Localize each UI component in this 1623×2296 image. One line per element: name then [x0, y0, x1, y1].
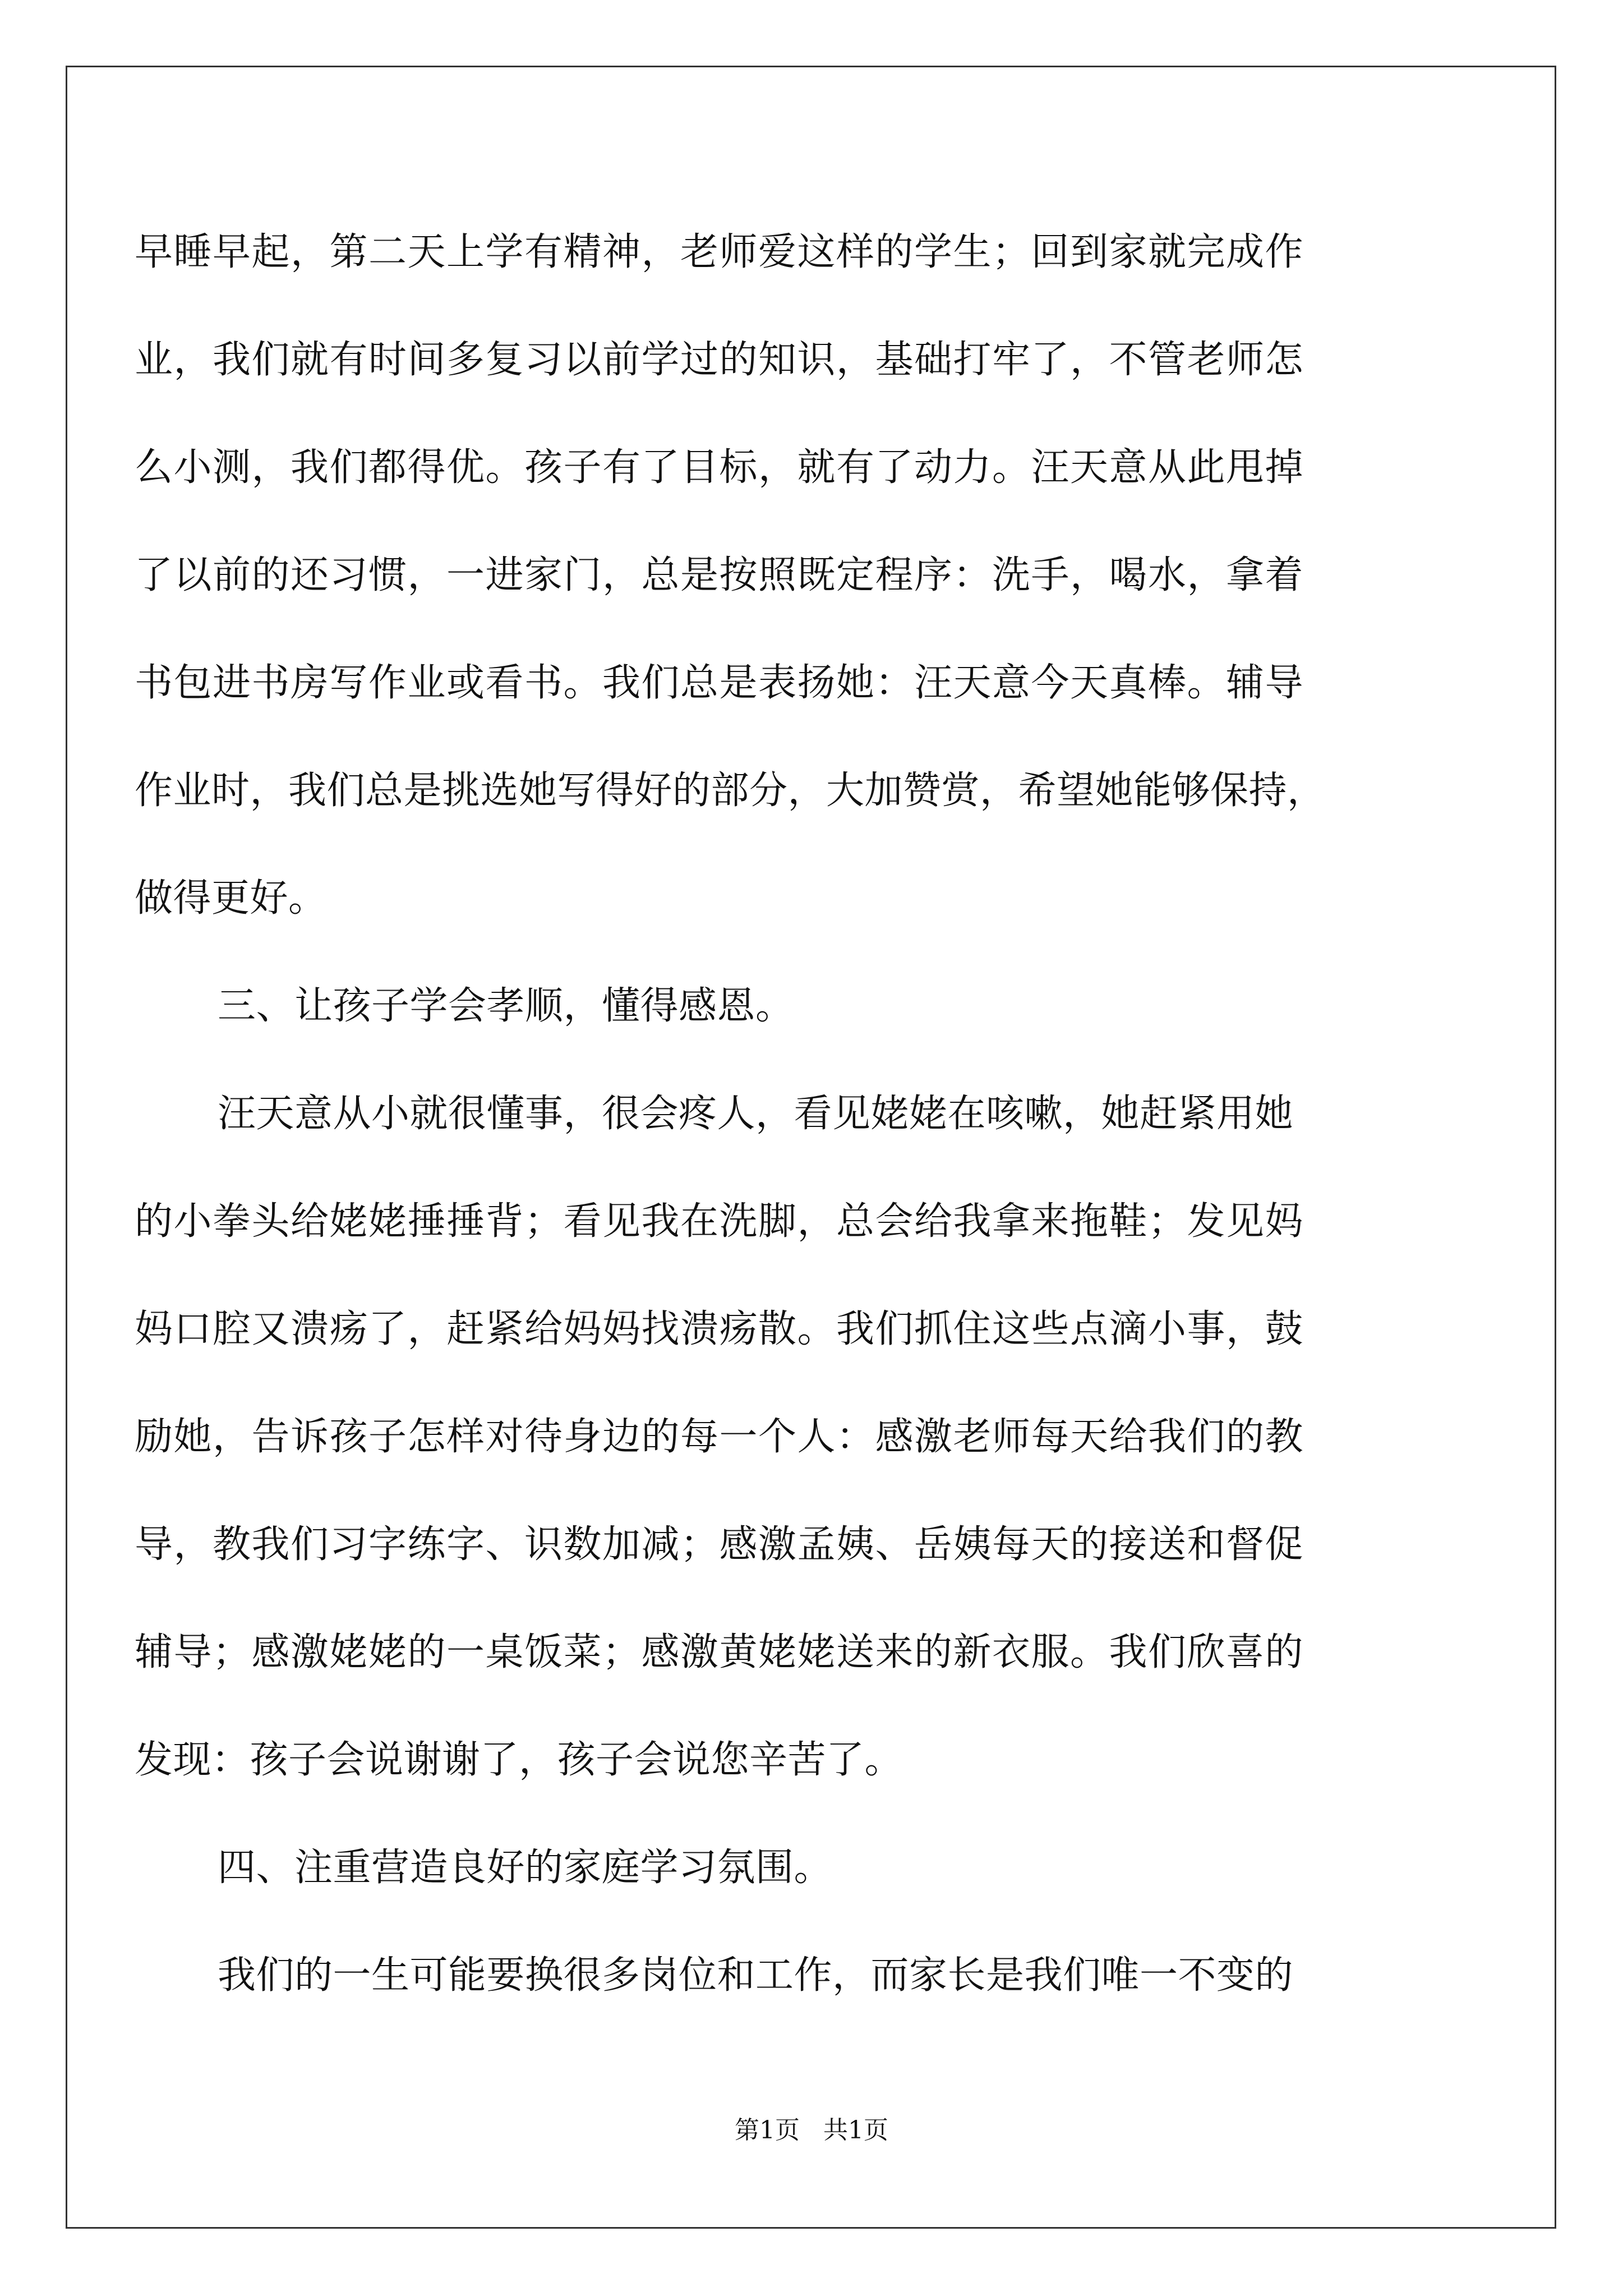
page-footer: 第1页 共1页	[735, 2116, 888, 2145]
page-border	[66, 66, 1556, 2229]
text-line: 励她，告诉孩子怎样对待身边的每一个人：感激老师每天给我们的教	[135, 1415, 1304, 1459]
text-line: 发现：孩子会说谢谢了，孩子会说您辛苦了。	[135, 1738, 903, 1782]
text-line: 业，我们就有时间多复习以前学过的知识，基础打牢了，不管老师怎	[135, 338, 1304, 382]
text-line: 书包进书房写作业或看书。我们总是表扬她：汪天意今天真棒。辅导	[135, 661, 1304, 705]
text-line: 做得更好。	[135, 876, 327, 921]
text-line: 么小测，我们都得优。孩子有了目标，就有了动力。汪天意从此甩掉	[135, 445, 1304, 490]
paragraph-start: 汪天意从小就很懂事，很会疼人，看见姥姥在咳嗽，她赶紧用她	[218, 1092, 1294, 1136]
paragraph-start: 我们的一生可能要换很多岗位和工作，而家长是我们唯一不变的	[218, 1953, 1294, 1998]
text-line: 早睡早起，第二天上学有精神，老师爱这样的学生；回到家就完成作	[135, 230, 1304, 274]
text-line: 导，教我们习字练字、识数加减；感激孟姨、岳姨每天的接送和督促	[135, 1522, 1304, 1567]
text-line: 辅导；感激姥姥的一桌饭菜；感激黄姥姥送来的新衣服。我们欣喜的	[135, 1630, 1304, 1674]
text-line: 了以前的还习惯，一进家门，总是按照既定程序：洗手，喝水，拿着	[135, 553, 1304, 597]
text-line: 作业时，我们总是挑选她写得好的部分，大加赞赏，希望她能够保持，	[135, 769, 1326, 813]
text-line: 的小拳头给姥姥捶捶背；看见我在洗脚，总会给我拿来拖鞋；发见妈	[135, 1199, 1304, 1244]
section-heading: 四、注重营造良好的家庭学习氛围。	[218, 1846, 833, 1890]
text-line: 妈口腔又溃疡了，赶紧给妈妈找溃疡散。我们抓住这些点滴小事，鼓	[135, 1307, 1304, 1351]
section-heading: 三、让孩子学会孝顺，懂得感恩。	[218, 984, 794, 1028]
